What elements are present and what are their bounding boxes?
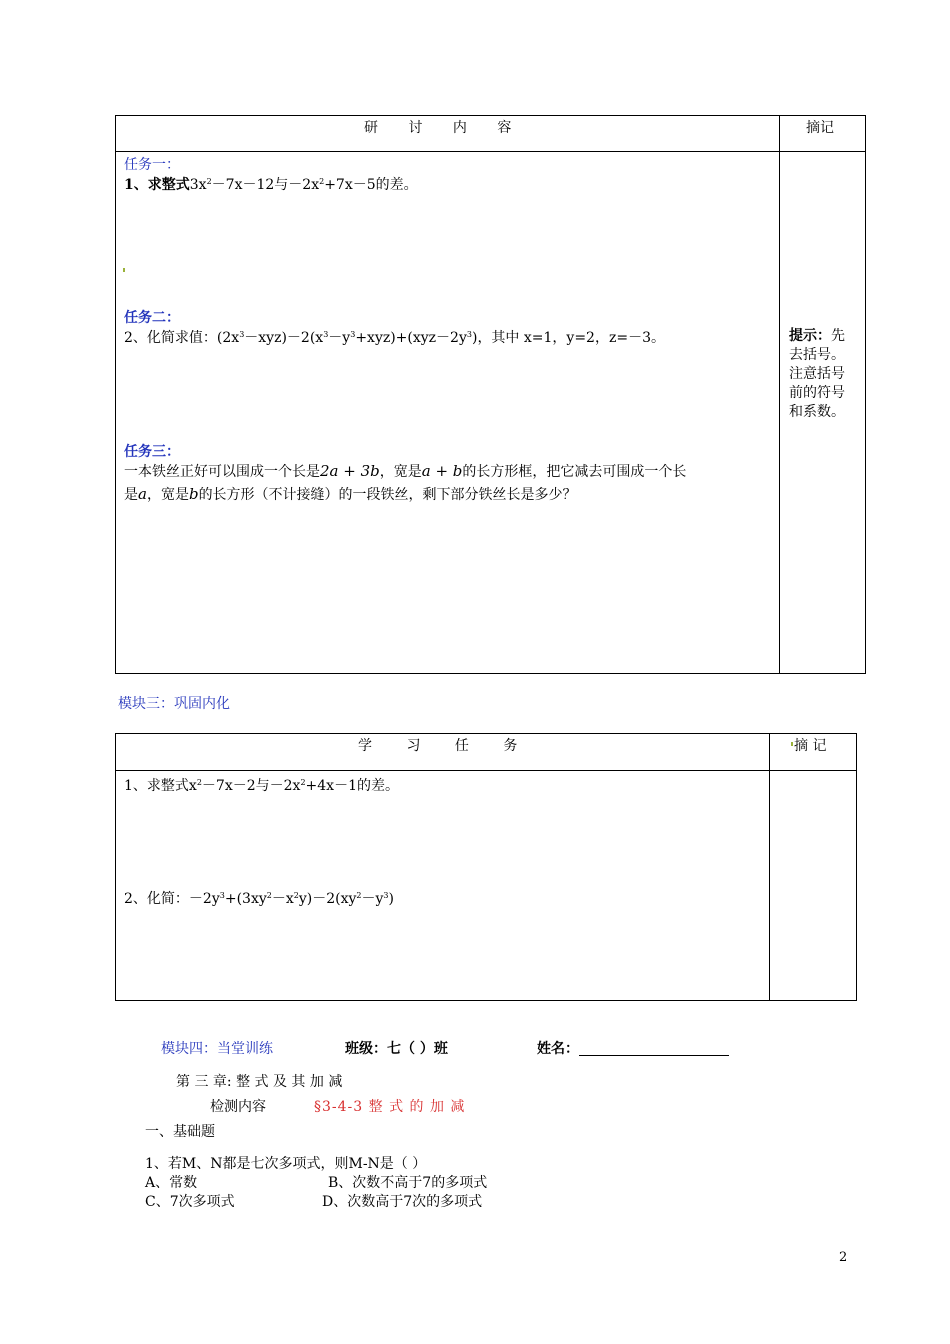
hint-line-1	[789, 327, 861, 346]
name-field	[537, 1038, 729, 1058]
mcq-stem: 1、若M、N都是七次多项式，则M-N是（ ）	[145, 1156, 427, 1172]
module4-title: 模块四：当堂训练	[161, 1041, 273, 1057]
table2-q2	[124, 888, 394, 908]
table1-column-divider	[779, 115, 780, 674]
task3-math-length: 2a + 3b	[320, 462, 380, 480]
table1-header-divider	[115, 151, 866, 152]
hint-label: 提示：	[789, 328, 831, 344]
table1-header-note: 摘记	[806, 120, 834, 136]
section-basic: 一、基础题	[145, 1124, 215, 1140]
task3-line1-b: ，宽是	[379, 464, 422, 480]
task3-title: 任务三：	[124, 444, 180, 460]
task2-condition: ，其中 x=1，y=2，z=－3。	[477, 330, 665, 346]
task2-problem	[124, 327, 665, 347]
table2-header-note: 摘 记	[794, 738, 827, 754]
task3-line1-c: 的长方形框，把它减去可围成一个长	[462, 464, 687, 480]
task3-math-a: a	[138, 485, 147, 503]
hint-text-1: 先	[831, 328, 845, 344]
task3-line1	[124, 461, 686, 481]
task1-suffix: 的差。	[375, 177, 418, 193]
q1-suffix: 的差。	[357, 778, 399, 794]
name-input-line[interactable]	[579, 1041, 729, 1056]
green-mark	[123, 268, 125, 272]
q2-prefix: 2、化简：	[124, 891, 189, 907]
table1-header-main: 研 讨 内 容	[364, 120, 512, 136]
q2-expr: $-2y^3+(3xy^2-x^2y)-2(xy^2-y^3)$	[188, 891, 394, 907]
detect-label: 检测内容	[210, 1099, 266, 1115]
class-field: 班级：七（ ）班	[345, 1041, 448, 1057]
detect-section: §3-4-3 整 式 的 加 减	[314, 1099, 466, 1115]
mcq-option-a[interactable]: A、常数	[145, 1175, 198, 1191]
task1-prefix: 1、求整式	[124, 177, 190, 193]
hint-line-3: 注意括号	[789, 366, 845, 382]
task1-problem	[124, 174, 418, 194]
hint-box	[789, 327, 861, 422]
q1-expr2: $-2x^2+4x-1$	[269, 778, 357, 794]
q1-expr1: $x^2-7x-2$	[188, 778, 256, 794]
study-task-table	[115, 733, 857, 1001]
mcq-option-c[interactable]: C、7次多项式	[145, 1194, 235, 1210]
page-number: 2	[839, 1250, 848, 1265]
task3-line2-a: 是	[124, 487, 138, 503]
task1-title: 任务一：	[124, 157, 180, 173]
hint-line-4: 前的符号	[789, 385, 845, 401]
task1-expr2: $-2x^2+7x-5$	[288, 177, 376, 193]
q1-conn: 与	[255, 778, 270, 794]
table2-header-divider	[115, 770, 857, 771]
task1-conn: 与	[274, 177, 289, 193]
table2-header-main: 学 习 任 务	[358, 738, 518, 754]
mcq-option-b[interactable]: B、次数不高于7的多项式	[328, 1175, 488, 1191]
chapter-line: 第 三 章: 整 式 及 其 加 减	[176, 1074, 343, 1090]
table2-column-divider	[769, 733, 770, 1001]
green-mark	[791, 742, 793, 746]
task3-math-b: b	[188, 485, 199, 503]
mcq-option-d[interactable]: D、次数高于7次的多项式	[322, 1194, 483, 1210]
task3-line2-b: ，宽是	[146, 487, 189, 503]
task2-prefix: 2、化简求值：	[124, 330, 217, 346]
table2-q1	[124, 775, 399, 795]
name-label: 姓名：	[537, 1041, 579, 1057]
hint-line-5: 和系数。	[789, 404, 845, 420]
module3-heading: 模块三：巩固内化	[118, 696, 230, 712]
task3-line1-a: 一本铁丝正好可以围成一个长是	[124, 464, 320, 480]
task1-expr1: $3x^2-7x-12$	[189, 177, 275, 193]
task2-expr: $(2x^3-xyz)-2(x^3-y^3+xyz)+(xyz-2y^3)$	[216, 330, 478, 346]
task3-line2	[124, 484, 577, 504]
hint-line-2: 去括号。	[789, 347, 845, 363]
discussion-table	[115, 115, 866, 674]
q1-prefix: 1、求整式	[124, 778, 189, 794]
task3-math-width: a + b	[421, 462, 463, 480]
task3-line2-c: 的长方形（不计接缝）的一段铁丝，剩下部分铁丝长是多少？	[198, 487, 577, 503]
task2-title: 任务二：	[124, 310, 180, 326]
